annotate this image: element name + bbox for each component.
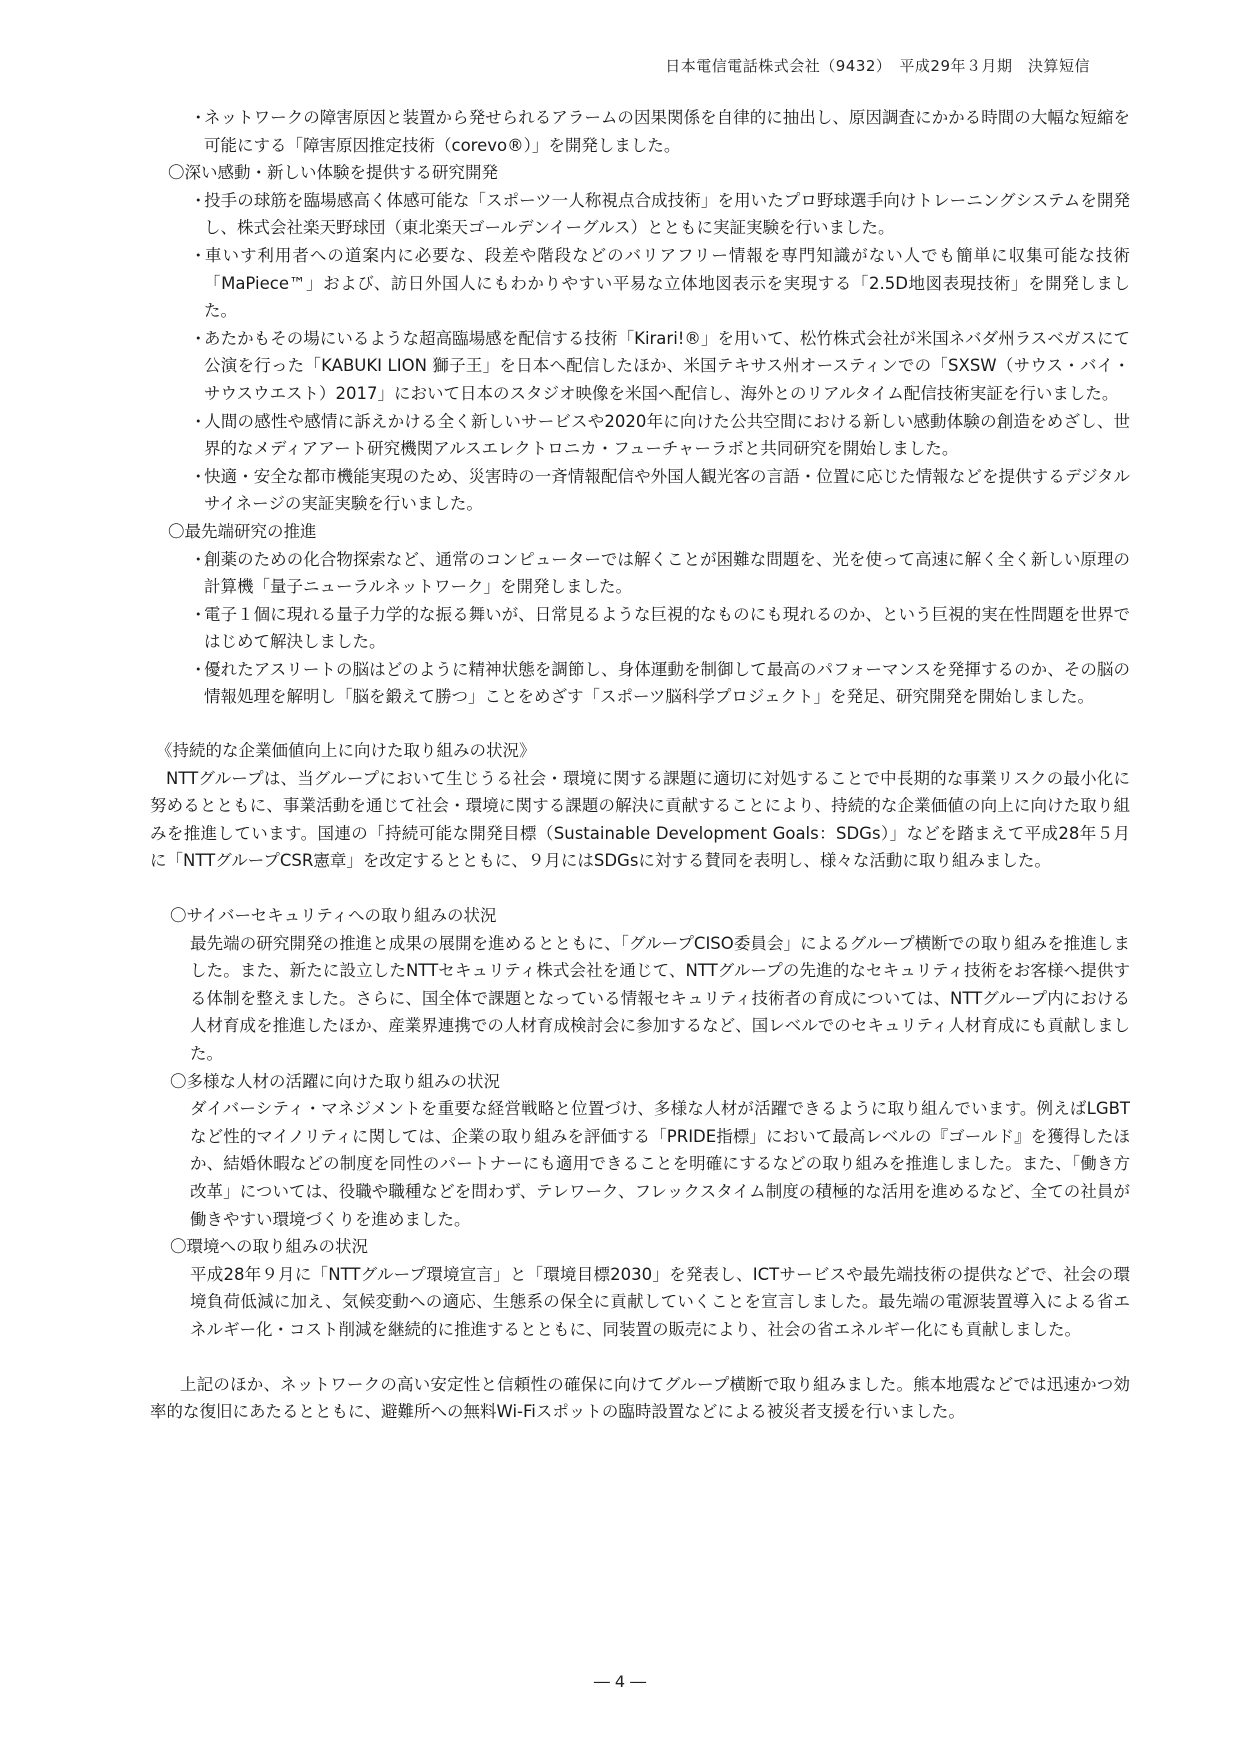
bullet-text: 快適・安全な都市機能実現のため、災害時の一斉情報配信や外国人観光客の言語・位置に応じた情報などを提供するデジタルサイネージの実証実験を行いました。 <box>204 466 1130 514</box>
bullet-dot: ・ <box>190 190 207 210</box>
diversity-heading: 〇多様な人材の活躍に向けた取り組みの状況 <box>170 1071 500 1091</box>
research-bullet <box>150 408 1130 463</box>
page-number: ― 4 ― <box>593 1672 647 1691</box>
bullet-text: 投手の球筋を臨場感高く体感可能な「スポーツ一人称視点合成技術」を用いたプロ野球選手向けトレーニングシステムを開発し、株式会社楽天野球団（東北楽天ゴールデンイーグルス）とともに実証実験を行いました。 <box>204 190 1130 238</box>
research-heading-advanced: 〇最先端研究の推進 <box>168 521 317 541</box>
research-bullet <box>150 546 1130 601</box>
bullet-text: ネットワークの障害原因と装置から発せられるアラームの因果関係を自律的に抽出し、原因調査にかかる時間の大幅な短縮を可能にする「障害原因推定技術（corevo®）」を開発しました。 <box>204 108 1130 155</box>
sustainability-heading: 《持続的な企業価値向上に向けた取り組みの状況》 <box>156 741 536 761</box>
bullet-dot: ・ <box>190 549 207 569</box>
environment-heading: 〇環境への取り組みの状況 <box>170 1237 368 1257</box>
cyber-body: 最先端の研究開発の推進と成果の展開を進めるとともに、「グループCISO委員会」によるグループ横断での取り組みを推進しました。また、新たに設立したNTTセキュリティ株式会社を通じて、NTTグループの先進的なセキュリティ技術をお客様へ提供する体制を整えました。さらに、国全体で課題となっている情報セキュリティ技術者の育成については、NTTグループ内における人材育成を推進したほか、産業界連携での人材育成検討会に参加するなど、国レベルでのセキュリティ人材育成にも貢献しました。 <box>190 933 1130 1063</box>
research-bullet <box>150 325 1130 408</box>
bullet-dot: ・ <box>190 328 207 348</box>
cyber-heading: 〇サイバーセキュリティへの取り組みの状況 <box>170 906 497 926</box>
environment-body: 平成28年９月に「NTTグループ環境宣言」と「環境目標2030」を発表し、ICTサービスや最先端技術の提供などで、社会の環境負荷低減に加え、気候変動への適応、生態系の保全に貢献していくことを宣言しました。最先端の電源装置導入による省エネルギー化・コスト削減を継続的に推進するとともに、同装置の販売により、社会の省エネルギー化にも貢献しました。 <box>190 1264 1130 1339</box>
spacer <box>150 875 1130 902</box>
bullet-dot: ・ <box>190 245 207 265</box>
page-content <box>150 104 1130 1426</box>
bullet-text: 人間の感性や感情に訴えかける全く新しいサービスや2020年に向けた公共空間における新しい感動体験の創造をめざし、世界的なメディアアート研究機関アルスエレクトロニカ・フューチャーラボと共同研究を開始しました。 <box>204 411 1130 459</box>
research-bullet <box>150 463 1130 518</box>
sustainability-intro: NTTグループは、当グループにおいて生じうる社会・環境に関する課題に適切に対処することで中長期的な事業リスクの最小化に努めるとともに、事業活動を通じて社会・環境に関する課題の解決に貢献することにより、持続的な企業価値の向上に向けた取り組みを推進しています。国連の「持続可能な開発目標（Sustainable Development Goals：SDGs）」などを踏まえて平成28年５月に「NTTグループCSR憲章」を改定するとともに、９月にはSDGsに対する賛同を表明し、様々な活動に取り組みました。 <box>150 768 1130 871</box>
research-bullet <box>150 187 1130 242</box>
bullet-dot: ・ <box>190 411 207 431</box>
bullet-text: 創薬のための化合物探索など、通常のコンピューターでは解くことが困難な問題を、光を使って高速に解く全く新しい原理の計算機「量子ニューラルネットワーク」を開発しました。 <box>204 549 1130 597</box>
closing-paragraph: 上記のほか、ネットワークの高い安定性と信頼性の確保に向けてグループ横断で取り組みました。熊本地震などでは迅速かつ効率的な復旧にあたるとともに、避難所への無料Wi-Fiスポットの臨時設置などによる被災者支援を行いました。 <box>150 1374 1130 1422</box>
research-bullet <box>150 601 1130 656</box>
bullet-text: あたかもその場にいるような超高臨場感を配信する技術「Kirari!®」を用いて、松竹株式会社が米国ネバダ州ラスベガスにて公演を行った「KABUKI LION 獅子王」を日本へ配信したほか、米国テキサス州オースティンでの「SXSW（サウス・バイ・サウスウエスト）2017」において日本のスタジオ映像を米国へ配信し、海外とのリアルタイム配信技術実証を行いました。 <box>204 328 1130 403</box>
research-bullet <box>150 104 1130 159</box>
bullet-text: 優れたアスリートの脳はどのように精神状態を調節し、身体運動を制御して最高のパフォーマンスを発揮するのか、その脳の情報処理を解明し「脳を鍛えて勝つ」ことをめざす「スポーツ脳科学プロジェクト」を発足、研究開発を開始しました。 <box>204 659 1130 707</box>
bullet-text: 電子１個に現れる量子力学的な振る舞いが、日常見るような巨視的なものにも現れるのか、という巨視的実在性問題を世界ではじめて解決しました。 <box>204 604 1130 652</box>
research-bullet <box>150 242 1130 325</box>
bullet-dot: ・ <box>190 466 207 486</box>
bullet-dot: ・ <box>190 108 207 127</box>
bullet-dot: ・ <box>190 604 207 624</box>
page-header: 日本電信電話株式会社（9432） 平成29年３月期 決算短信 <box>665 57 1090 75</box>
spacer <box>150 1344 1130 1371</box>
bullet-text: 車いす利用者への道案内に必要な、段差や階段などのバリアフリー情報を専門知識がない人でも簡単に収集可能な技術「MaPiece™」および、訪日外国人にもわかりやすい平易な立体地図表示を実現する「2.5D地図表現技術」を開発しました。 <box>204 245 1130 321</box>
research-bullet <box>150 656 1130 711</box>
diversity-body: ダイバーシティ・マネジメントを重要な経営戦略と位置づけ、多様な人材が活躍できるように取り組んでいます。例えばLGBTなど性的マイノリティに関しては、企業の取り組みを評価する「PRIDE指標」において最高レベルの『ゴールド』を獲得したほか、結婚休暇などの制度を同性のパートナーにも適用できることを明確にするなどの取り組みを推進しました。また、「働き方改革」については、役職や職種などを問わず、テレワーク、フレックスタイム制度の積極的な活用を進めるなど、全ての社員が働きやすい環境づくりを進めました。 <box>190 1099 1130 1229</box>
research-heading-experience: 〇深い感動・新しい体験を提供する研究開発 <box>168 163 498 183</box>
bullet-dot: ・ <box>190 659 207 679</box>
